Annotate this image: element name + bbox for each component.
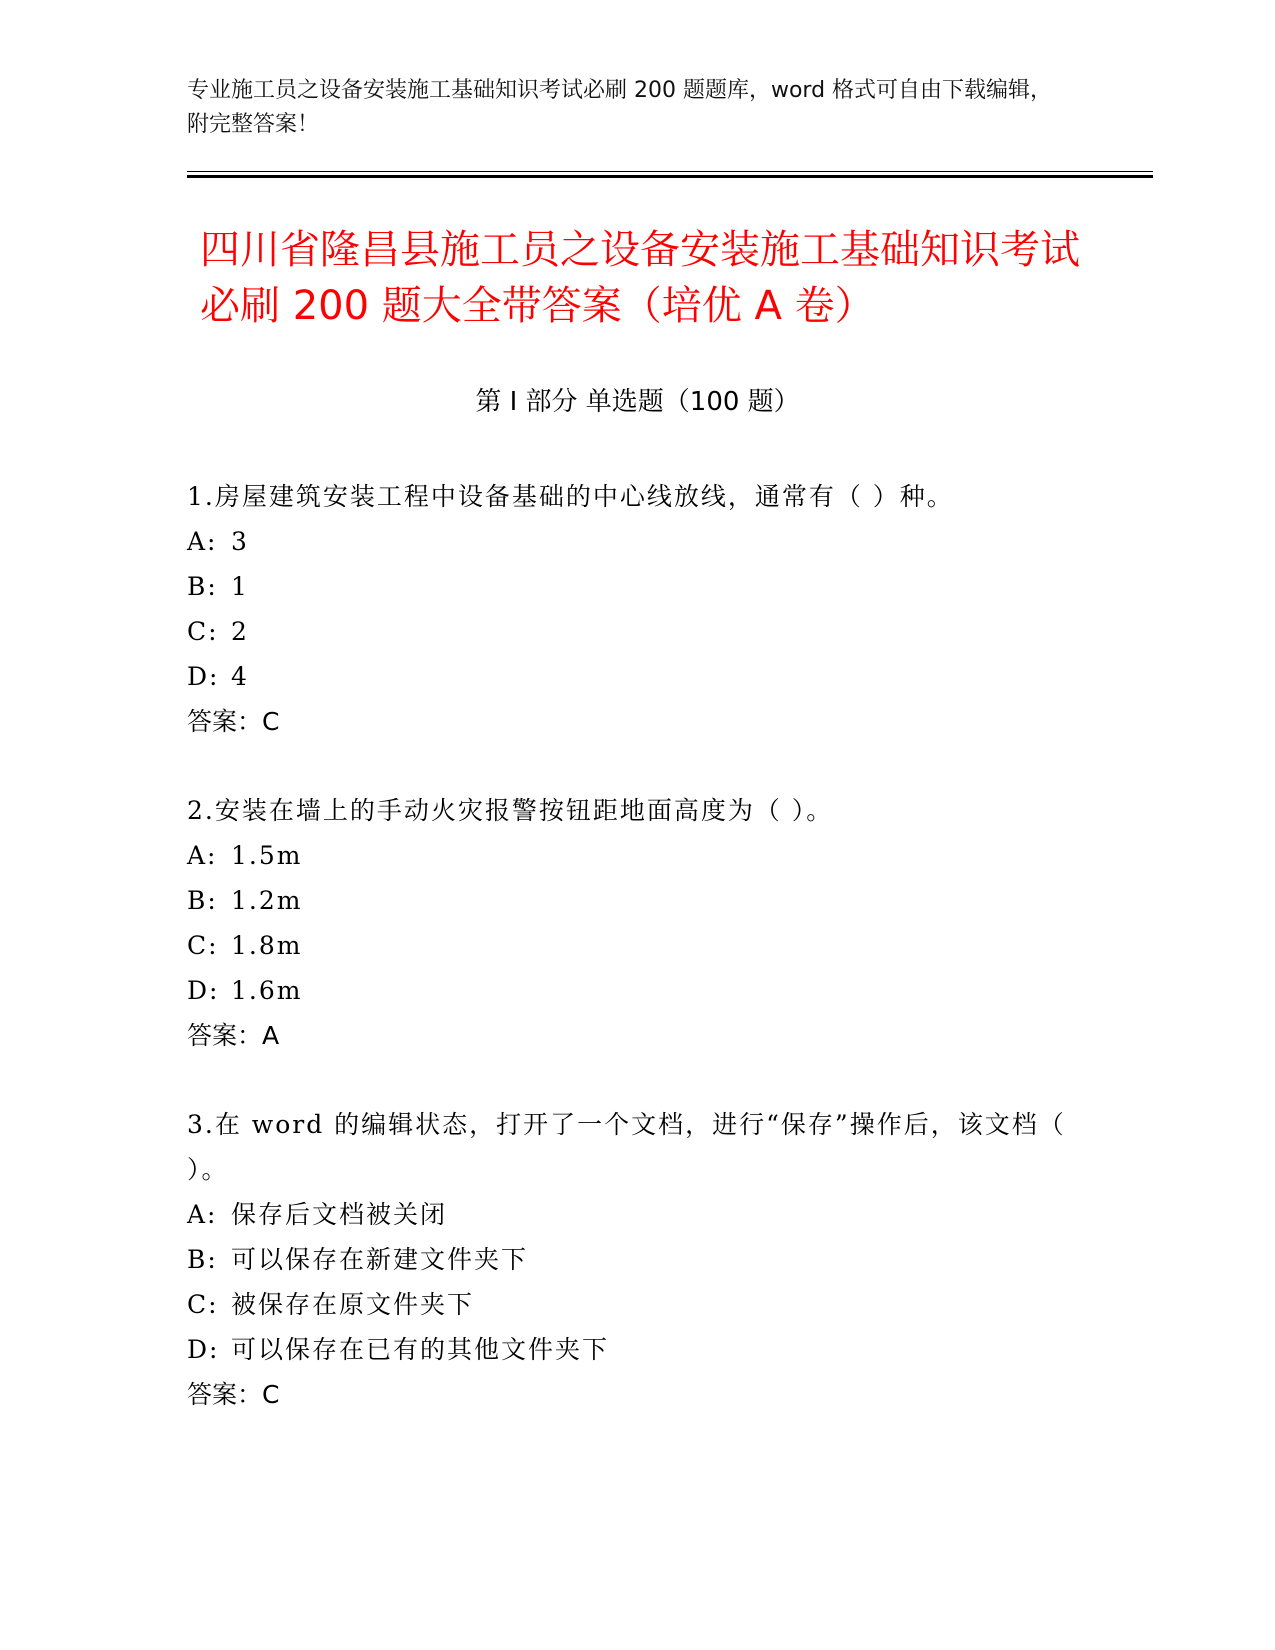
option-key: D: <box>187 662 220 691</box>
option-key: D: <box>187 976 220 1005</box>
option-d <box>187 968 1077 1013</box>
document-title: 四川省隆昌县施工员之设备安装施工基础知识考试必刷 200 题大全带答案（培优 A 卷） <box>200 227 1080 329</box>
option-key: B: <box>187 572 218 601</box>
option-a <box>187 1192 1077 1237</box>
option-text: 3 <box>231 527 249 556</box>
option-text: 4 <box>231 662 249 691</box>
answer-label: 答案： <box>187 1380 263 1409</box>
question-stem: 1.房屋建筑安装工程中设备基础的中心线放线，通常有（ ）种。 <box>187 482 954 511</box>
option-b <box>187 878 1077 923</box>
answer-value: A <box>262 1021 280 1050</box>
option-key: B: <box>187 1245 218 1274</box>
option-text: 保存后文档被关闭 <box>231 1200 448 1229</box>
answer-value: C <box>262 1380 280 1409</box>
option-c <box>187 609 1077 654</box>
option-text: 1.2m <box>231 886 303 915</box>
option-text: 1 <box>231 572 249 601</box>
question-2 <box>187 788 1077 1058</box>
option-text: 被保存在原文件夹下 <box>231 1290 475 1319</box>
header-note: 专业施工员之设备安装施工基础知识考试必刷 200 题题库，word 格式可自由下载编辑，附完整答案！ <box>187 78 1053 137</box>
option-d <box>187 1327 1077 1372</box>
option-key: C: <box>187 617 219 646</box>
question-stem: 2.安装在墙上的手动火灾报警按钮距地面高度为（ ）。 <box>187 796 834 825</box>
question-1 <box>187 474 1077 744</box>
option-text: 1.5m <box>231 841 303 870</box>
option-text: 1.8m <box>231 931 303 960</box>
option-key: D: <box>187 1335 220 1364</box>
option-b <box>187 564 1077 609</box>
section-title: 第 I 部分 单选题（100 题） <box>475 387 800 417</box>
header-divider-thin <box>187 171 1153 172</box>
answer-line <box>187 699 1077 744</box>
option-key: A: <box>187 1200 218 1229</box>
option-text: 2 <box>231 617 249 646</box>
option-key: C: <box>187 1290 219 1319</box>
option-c <box>187 1282 1077 1327</box>
option-d <box>187 654 1077 699</box>
option-a <box>187 833 1077 878</box>
option-text: 可以保存在已有的其他文件夹下 <box>231 1335 610 1364</box>
option-a <box>187 519 1077 564</box>
option-text: 可以保存在新建文件夹下 <box>231 1245 529 1274</box>
answer-value: C <box>262 707 280 736</box>
option-key: A: <box>187 527 218 556</box>
question-stem: 3.在 word 的编辑状态，打开了一个文档，进行“保存”操作后，该文档（ ）。 <box>187 1110 1066 1184</box>
option-c <box>187 923 1077 968</box>
question-list <box>187 474 1077 1461</box>
answer-line <box>187 1013 1077 1058</box>
answer-line <box>187 1372 1077 1417</box>
answer-label: 答案： <box>187 1021 263 1050</box>
option-key: A: <box>187 841 218 870</box>
option-b <box>187 1237 1077 1282</box>
option-key: B: <box>187 886 218 915</box>
header-divider-thick <box>187 175 1153 178</box>
option-text: 1.6m <box>231 976 303 1005</box>
option-key: C: <box>187 931 219 960</box>
question-3 <box>187 1102 1077 1417</box>
answer-label: 答案： <box>187 707 263 736</box>
